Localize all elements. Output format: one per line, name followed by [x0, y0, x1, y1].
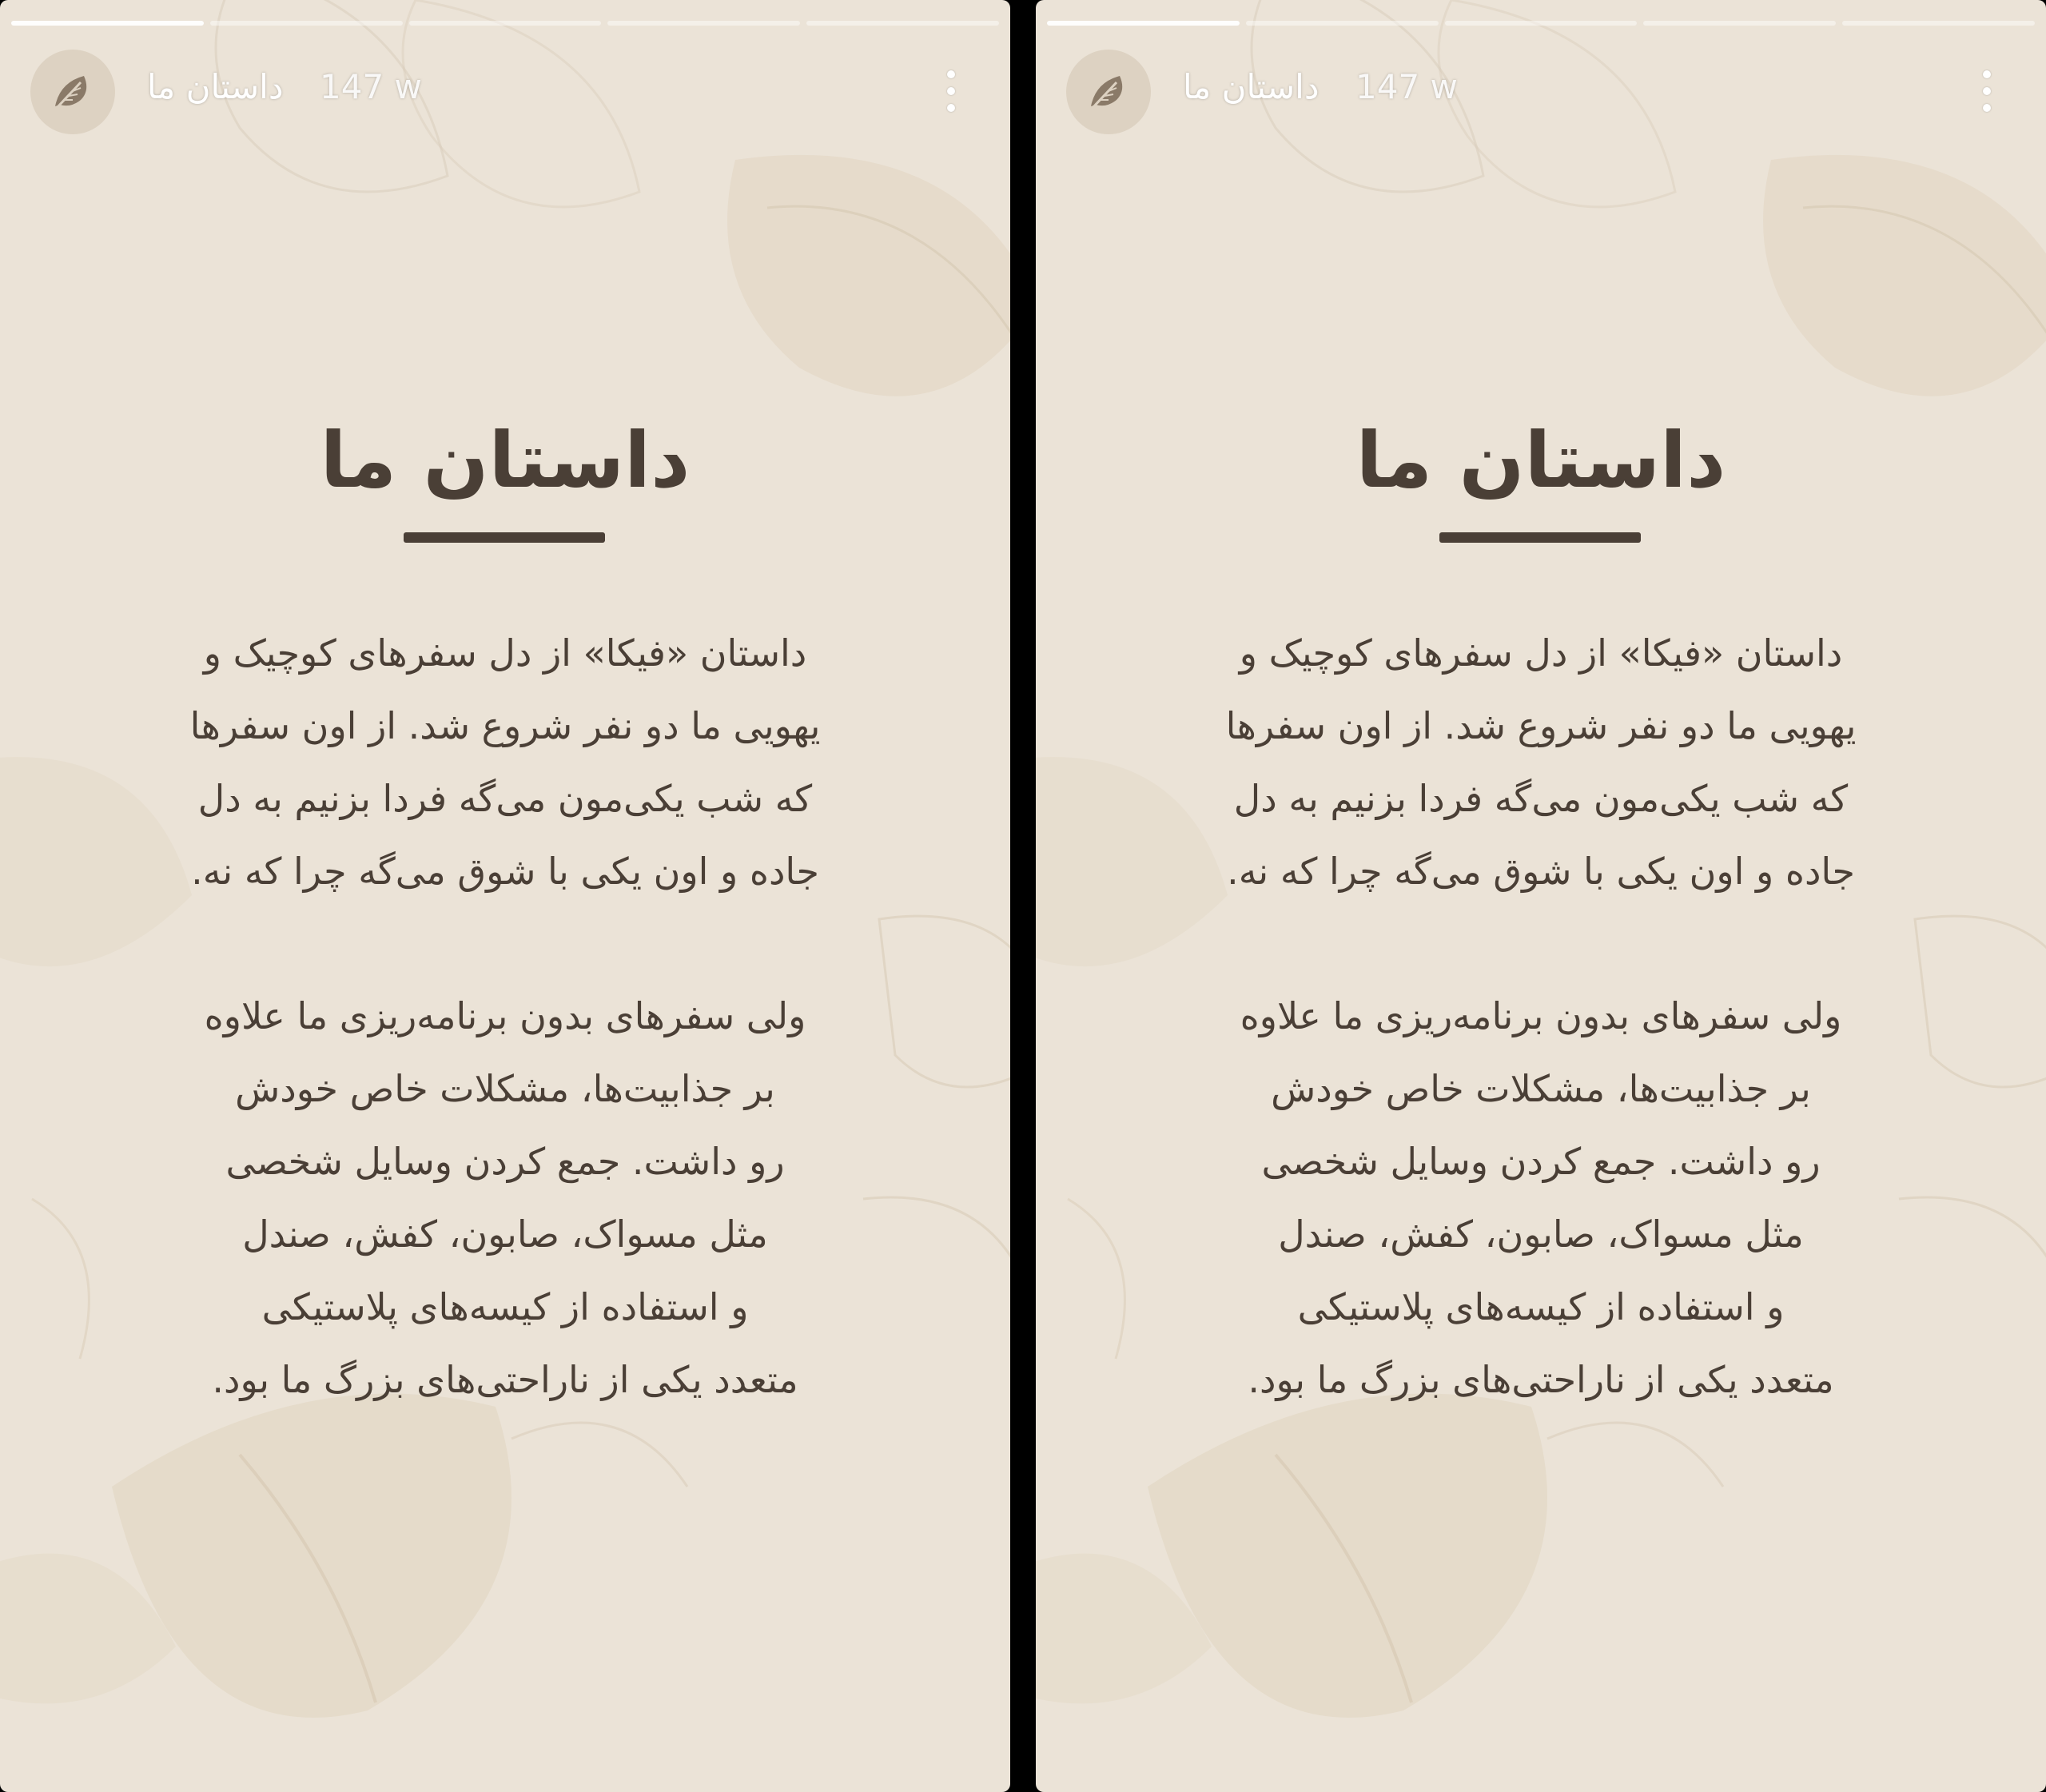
text-line: داستان «فیکا» از دل سفرهای کوچیک و [1239, 631, 1843, 675]
post-timestamp: 147 w [320, 67, 422, 106]
leaf-icon [1085, 68, 1132, 116]
title-underline [1439, 532, 1641, 543]
text-line: بر جذابیت‌ها، مشکلات خاص خودش [235, 1067, 775, 1110]
text-line: رو داشت. جمع کردن وسایل شخصی [225, 1140, 785, 1183]
more-vertical-icon [947, 87, 955, 95]
text-line: داستان «فیکا» از دل سفرهای کوچیک و [203, 631, 807, 675]
story-progress-bar [1047, 21, 2035, 26]
story-paragraph-1 [120, 617, 890, 908]
story-paragraph-2 [1156, 980, 1926, 1416]
story-paragraph-2 [120, 980, 890, 1416]
text-line: رو داشت. جمع کردن وسایل شخصی [1261, 1140, 1821, 1183]
text-line: یهویی ما دو نفر شروع شد. از اون سفرها [1225, 704, 1857, 747]
story-panel-right[interactable] [1036, 0, 2046, 1792]
progress-segment [210, 21, 403, 26]
avatar[interactable] [1066, 50, 1151, 134]
progress-segment [1246, 21, 1439, 26]
story-panel-left[interactable] [0, 0, 1010, 1792]
text-line: متعدد یکی از ناراحتی‌های بزرگ ما بود. [212, 1358, 798, 1401]
more-options-button[interactable] [941, 66, 961, 117]
text-line: بر جذابیت‌ها، مشکلات خاص خودش [1271, 1067, 1811, 1110]
more-vertical-icon [1983, 70, 1991, 78]
text-line: ولی سفرهای بدون برنامه‌ریزی ما علاوه [204, 994, 806, 1037]
more-options-button[interactable] [1977, 66, 1996, 117]
text-line: مثل مسواک، صابون، کفش، صندل [1278, 1213, 1804, 1256]
story-title: داستان ما [1355, 416, 1726, 505]
progress-segment [1842, 21, 2035, 26]
more-vertical-icon [1983, 104, 1991, 112]
text-line: متعدد یکی از ناراحتی‌های بزرگ ما بود. [1248, 1358, 1834, 1401]
title-underline [404, 532, 605, 543]
more-vertical-icon [947, 104, 955, 112]
text-line: و استفاده از کیسه‌های پلاستیکی [261, 1285, 749, 1328]
more-vertical-icon [1983, 87, 1991, 95]
text-line: که شب یکی‌مون می‌گه فردا بزنیم به دل [1233, 777, 1849, 820]
story-header [1066, 50, 2025, 134]
story-title: داستان ما [320, 416, 691, 505]
leaf-icon [49, 68, 97, 116]
progress-segment [1047, 21, 1240, 26]
progress-segment [607, 21, 800, 26]
progress-segment [806, 21, 999, 26]
text-line: مثل مسواک، صابون، کفش، صندل [242, 1213, 768, 1256]
progress-segment [409, 21, 602, 26]
text-line: جاده و اون یکی با شوق می‌گه چرا که نه. [1227, 850, 1855, 893]
post-timestamp: 147 w [1355, 67, 1458, 106]
account-name[interactable]: داستان ما [147, 67, 284, 106]
avatar[interactable] [30, 50, 115, 134]
account-name[interactable]: داستان ما [1183, 67, 1320, 106]
progress-segment [1643, 21, 1836, 26]
progress-segment [11, 21, 204, 26]
progress-segment [1445, 21, 1638, 26]
text-line: جاده و اون یکی با شوق می‌گه چرا که نه. [191, 850, 819, 893]
story-paragraph-1 [1156, 617, 1926, 908]
story-progress-bar [11, 21, 999, 26]
story-header [30, 50, 989, 134]
text-line: و استفاده از کیسه‌های پلاستیکی [1297, 1285, 1785, 1328]
text-line: ولی سفرهای بدون برنامه‌ریزی ما علاوه [1240, 994, 1842, 1037]
more-vertical-icon [947, 70, 955, 78]
text-line: یهویی ما دو نفر شروع شد. از اون سفرها [189, 704, 821, 747]
text-line: که شب یکی‌مون می‌گه فردا بزنیم به دل [197, 777, 813, 820]
